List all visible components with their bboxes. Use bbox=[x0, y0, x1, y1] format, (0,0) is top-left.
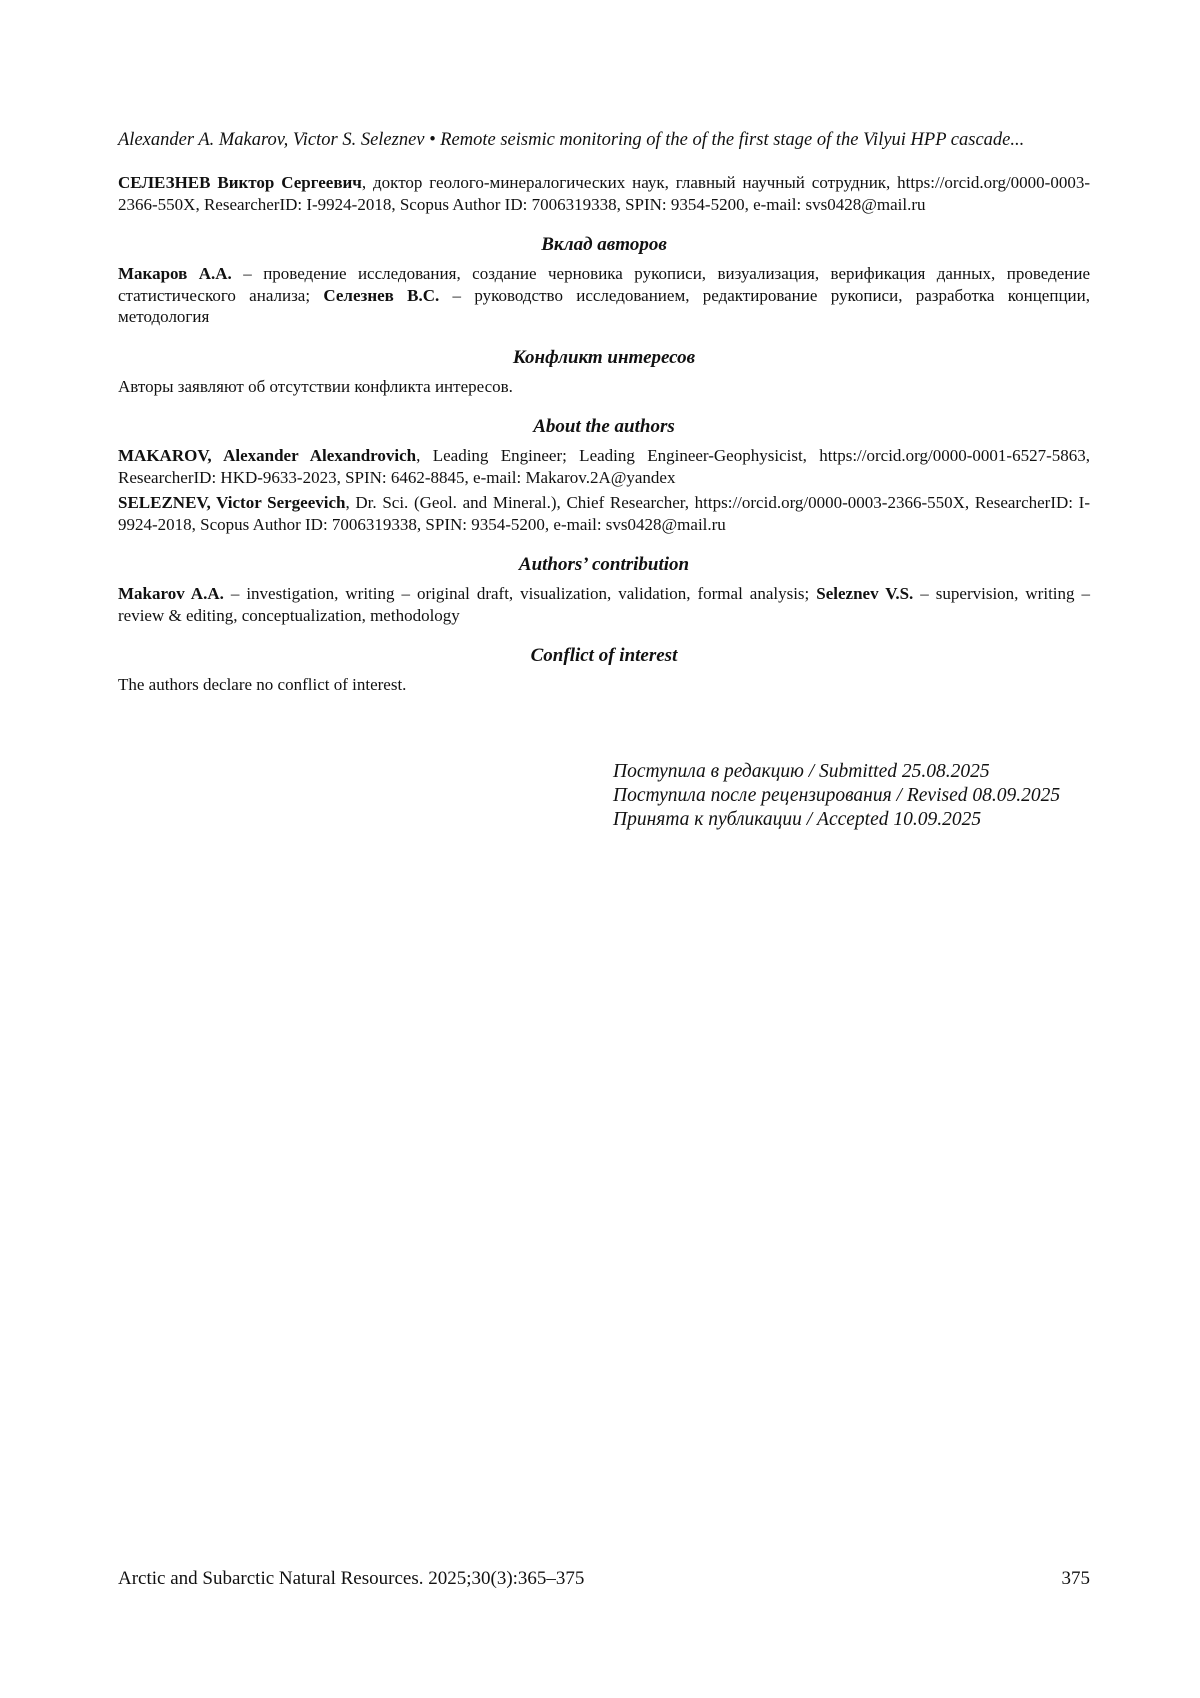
author-name: SELEZNEV, Victor Sergeevich bbox=[118, 493, 346, 512]
author-name: Макаров А.А. bbox=[118, 264, 232, 283]
page-footer bbox=[118, 1567, 1090, 1591]
author-name: Makarov A.A. bbox=[118, 584, 224, 603]
seleznev-bio-en bbox=[118, 492, 1090, 535]
author-name: MAKAROV, Alexander Alexandrovich bbox=[118, 446, 417, 465]
conflict-ru-text: Авторы заявляют об отсутствии конфликта интересов. bbox=[118, 376, 513, 396]
contribution-en-heading: Authors’ contribution bbox=[518, 554, 690, 575]
revised-date: Поступила после рецензирования / Revised 08.09.2025 bbox=[613, 785, 1061, 806]
contribution-ru-heading: Вклад авторов bbox=[541, 234, 667, 255]
submitted-date: Поступила в редакцию / Submitted 25.08.2025 bbox=[613, 761, 990, 782]
contribution-text: – supervision, writing – review & editing, conceptualization, methodology bbox=[118, 584, 1091, 625]
makarov-bio-en bbox=[118, 445, 1090, 488]
conflict-en-heading: Conflict of interest bbox=[530, 645, 678, 666]
author-name: СЕЛЕЗНЕВ Виктор Сергеевич bbox=[118, 173, 362, 192]
contribution-text: – руководство исследованием, редактирование рукописи, разработка концепции, методология bbox=[118, 285, 1090, 326]
conflict-ru-heading: Конфликт интересов bbox=[512, 346, 696, 368]
author-name: Seleznev V.S. bbox=[816, 584, 914, 603]
author-details: , Dr. Sci. (Geol. and Mineral.), Chief Researcher, https://orcid.org/0000-0003-2366-550X, ResearcherID: I-9924-2018, Scopus Author ID: 7006319338, SPIN: 9354-5200, e-mail: svs0428@mail.ru bbox=[118, 493, 1090, 534]
page-content bbox=[118, 128, 1090, 700]
conflict-en-text: The authors declare no conflict of interest. bbox=[118, 675, 407, 694]
seleznev-bio-ru bbox=[118, 172, 1090, 215]
contribution-text: – проведение исследования, создание черновика рукописи, визуализация, верификация данных, проведение статистического анализа; bbox=[118, 264, 1091, 305]
page-number: 375 bbox=[1061, 1568, 1090, 1589]
author-details: , Leading Engineer; Leading Engineer-Geophysicist, https://orcid.org/0000-0001-6527-5863, ResearcherID: HKD-9633-2023, SPIN: 6462-8845, e-mail: Makarov.2A@yandex bbox=[118, 446, 1090, 487]
running-header: Alexander A. Makarov, Victor S. Seleznev • Remote seismic monitoring of the of the first stage of the Vilyui HPP cascade... bbox=[118, 130, 1025, 150]
contribution-text: – investigation, writing – original draft, visualization, validation, formal analysis; bbox=[223, 584, 817, 603]
about-authors-heading: About the authors bbox=[533, 416, 675, 437]
accepted-date: Принята к публикации / Accepted 10.09.2025 bbox=[613, 809, 982, 830]
contribution-en-text bbox=[118, 583, 1090, 626]
author-name: Селезнев В.С. bbox=[323, 285, 440, 305]
journal-citation: Arctic and Subarctic Natural Resources. 2025;30(3):365–375 bbox=[118, 1568, 585, 1589]
author-details: , доктор геолого-минералогических наук, главный научный сотрудник, https://orcid.org/0000-0003-2366-550X, ResearcherID: I-9924-2018, Scopus Author ID: 7006319338, SPIN: 9354-5200, e-mail: svs0428@mail.ru bbox=[118, 173, 1090, 214]
submission-dates bbox=[613, 760, 1060, 832]
contribution-ru-text bbox=[118, 263, 1090, 328]
